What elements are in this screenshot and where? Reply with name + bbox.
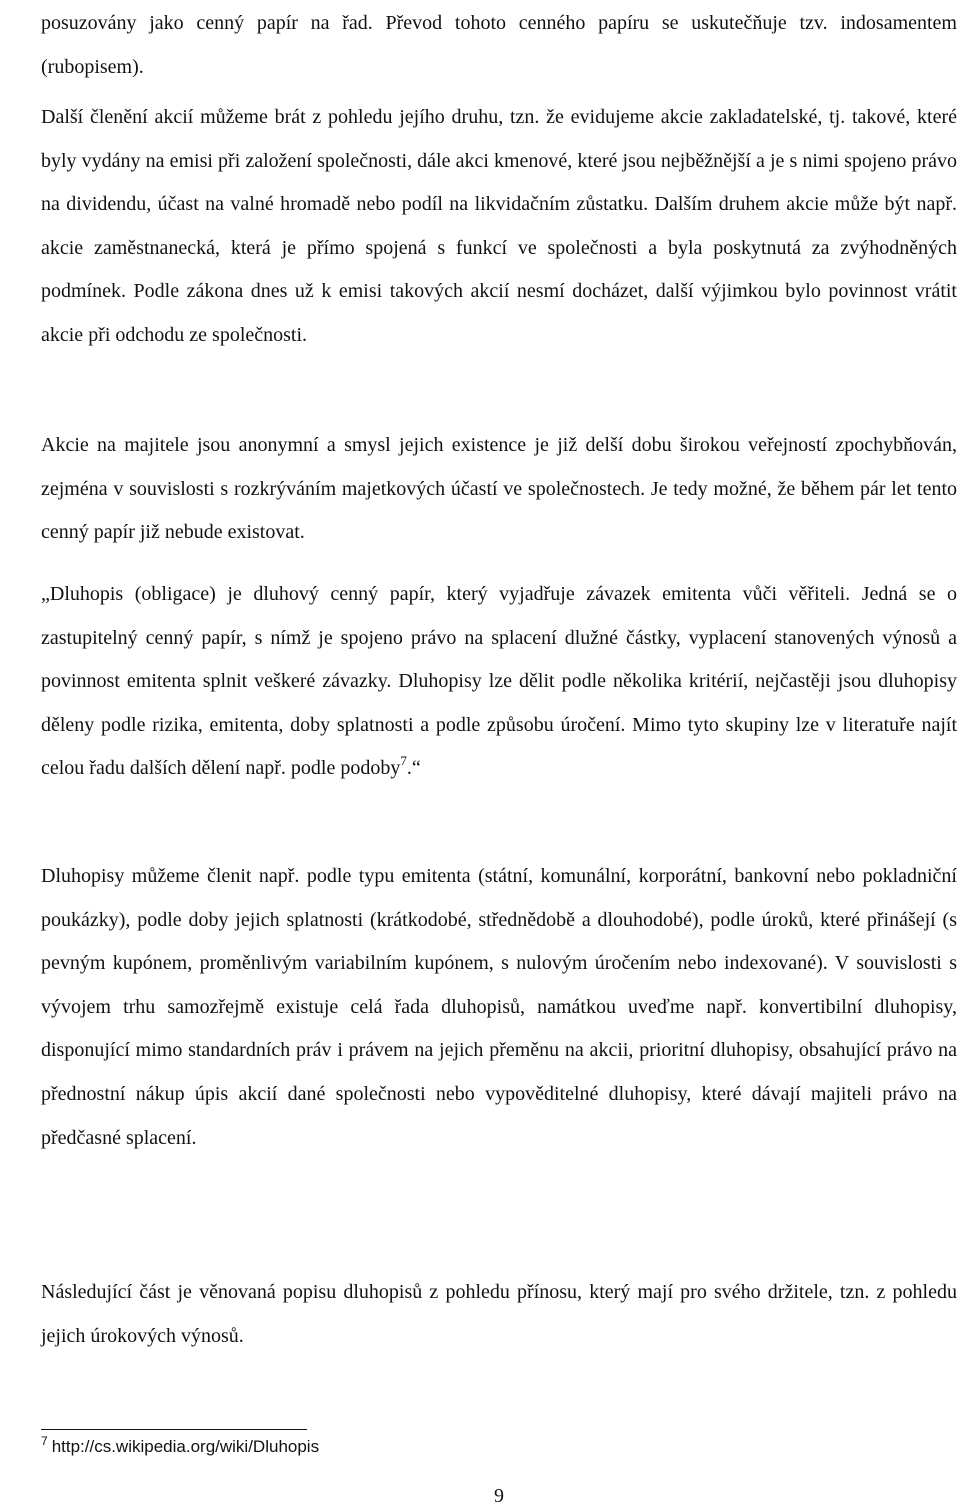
paragraph-5: Dluhopisy můžeme členit např. podle typu emitenta (státní, komunální, korporátní, bankovní nebo pokladniční poukázky), podle doby jejich splatnosti (krátkodobé, střednědobě a dlouhodobé), podle úroků, které přinášejí (s pevným kupónem, proměnlivým variabilním kupónem, s nulovým úročením nebo indexované). V souvislosti s vývojem trhu samozřejmě existuje celá řada dluhopisů, namátkou uveďme např. konvertibilní dluhopisy, disponující mimo standardních práv i právem na jejich přeměnu na akcii, prioritní dluhopisy, obsahující právo na přednostní nákup úpis akcií dané společnosti nebo vypověditelné dluhopisy, které dávají majiteli právo na předčasné splacení. xyxy=(41,865,957,1149)
footnote xyxy=(41,1436,319,1458)
footnote-divider xyxy=(41,1429,307,1430)
paragraph-1: posuzovány jako cenný papír na řad. Převod tohoto cenného papíru se uskutečňuje tzv. indosamentem (rubopisem). xyxy=(41,12,957,78)
paragraph-4-quote xyxy=(41,573,957,791)
footnote-number: 7 xyxy=(41,1434,48,1448)
footnote-reference: 7 xyxy=(400,753,407,769)
paragraph-6: Následující část je věnovaná popisu dluhopisů z pohledu přínosu, který mají pro svého držitele, tzn. z pohledu jejich úrokových výnosů. xyxy=(41,1281,957,1347)
page-number: 9 xyxy=(494,1485,504,1507)
quote-text: „Dluhopis (obligace) je dluhový cenný papír, který vyjadřuje závazek emitenta vůči věřiteli. Jedná se o zastupitelný cenný papír, s nímž je spojeno právo na splacení dlužné částky, vyplacení stanovených výnosů a povinnost emitenta splnit veškeré závazky. Dluhopisy lze dělit podle několika kritérií, nejčastěji jsou dluhopisy děleny podle rizika, emitenta, doby splatnosti a podle způsobu úročení. Mimo tyto skupiny lze v literatuře najít celou řadu dalších dělení např. podle podoby xyxy=(41,583,957,780)
footnote-link[interactable]: http://cs.wikipedia.org/wiki/Dluhopis xyxy=(51,1437,320,1456)
quote-end: .“ xyxy=(406,757,421,780)
paragraph-2: Další členění akcií můžeme brát z pohledu jejího druhu, tzn. že evidujeme akcie zakladatelské, tj. takové, které byly vydány na emisi při založení společnosti, dále akci kmenové, které jsou nejběžnější a je s nimi spojeno právo na dividendu, účast na valné hromadě nebo podíl na likvidačním zůstatku. Dalším druhem akcie může být např. akcie zaměstnanecká, která je přímo spojená s funkcí ve společnosti a byla poskytnutá za zvýhodněných podmínek. Podle zákona dnes už k emisi takových akcií nesmí docházet, další výjimkou bylo povinnost vrátit akcie při odchodu ze společnosti. xyxy=(41,106,957,346)
paragraph-3: Akcie na majitele jsou anonymní a smysl jejich existence je již delší dobu širokou veřejností zpochybňován, zejména v souvislosti s rozkrýváním majetkových účastí ve společnostech. Je tedy možné, že během pár let tento cenný papír již nebude existovat. xyxy=(41,434,957,544)
